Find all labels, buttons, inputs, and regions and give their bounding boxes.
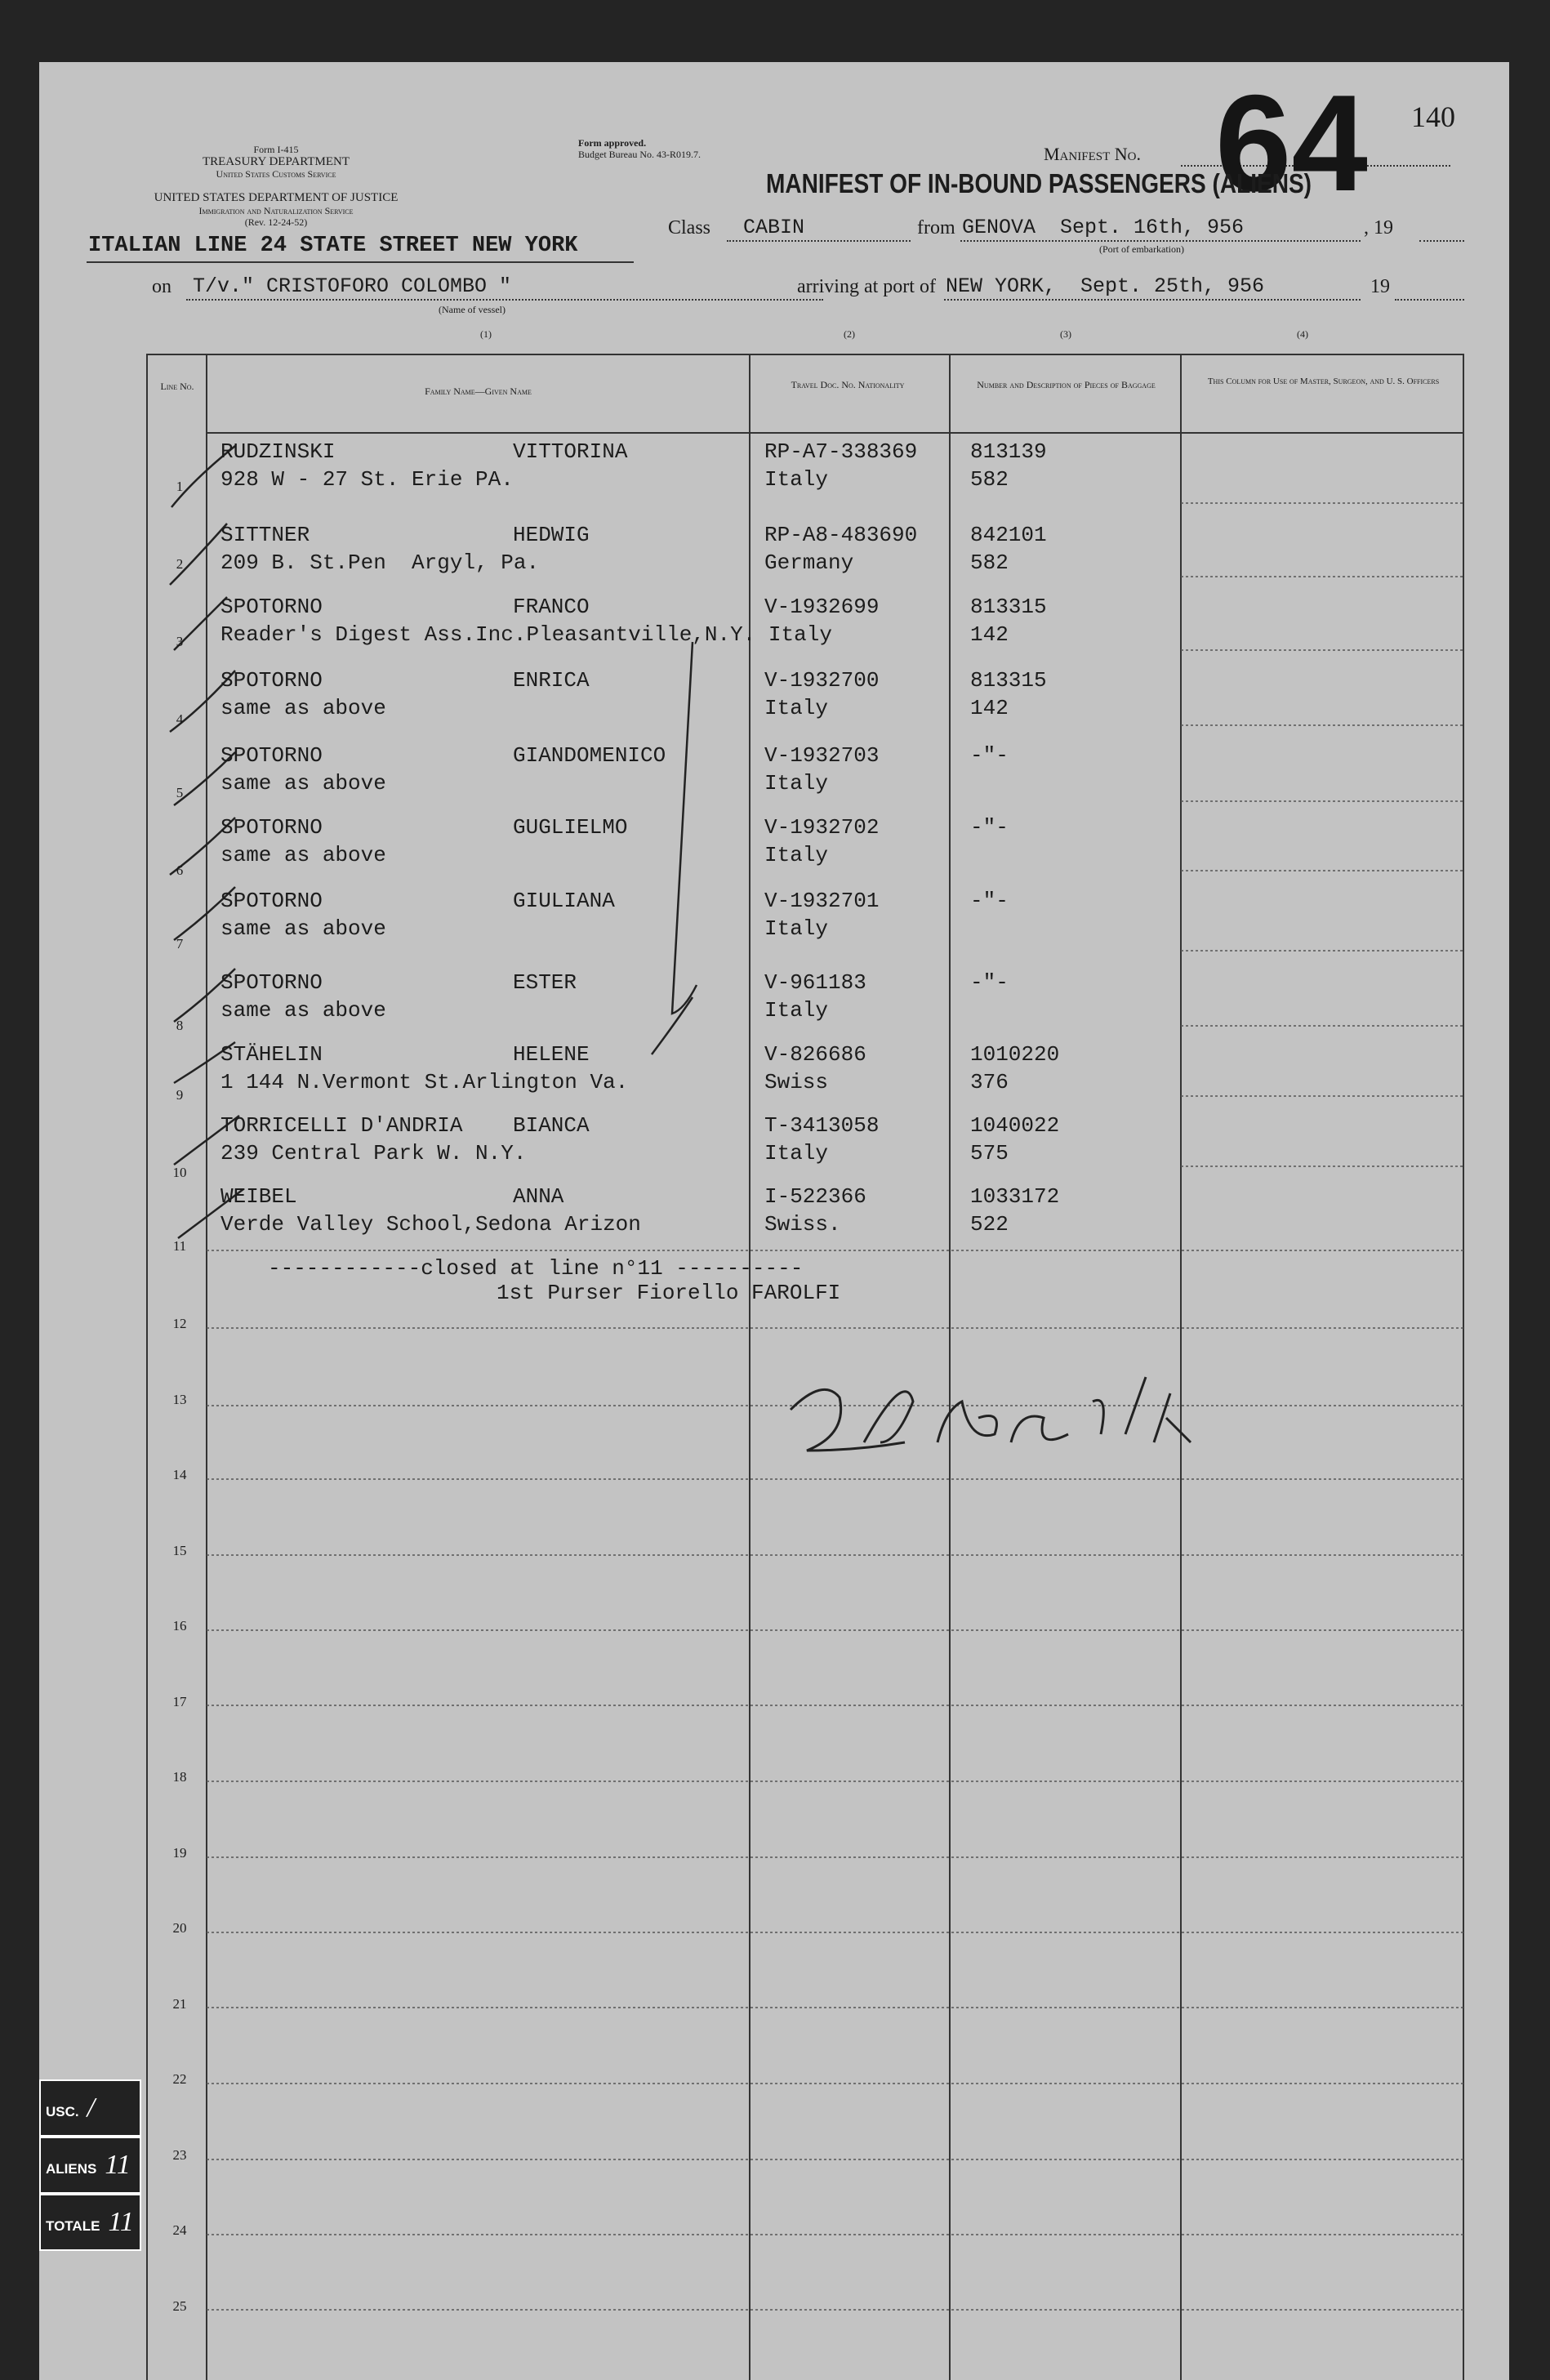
travel-doc-number: V-1932700 (764, 668, 880, 693)
manifest-number: 64 (1215, 66, 1368, 220)
form-number: Form I-415 (253, 144, 299, 155)
travel-doc-number: V-1932701 (764, 889, 880, 913)
empty-line-number: 23 (172, 2146, 187, 2163)
given-name: HEDWIG (513, 523, 590, 547)
col-head-line: Line No. (160, 381, 194, 392)
purser-name: 1st Purser Fiorello FAROLFI (497, 1281, 841, 1305)
embarkation-port: GENOVA Sept. 16th, 956 (962, 216, 1245, 239)
budget-bureau: Budget Bureau No. 43-R019.7. (578, 149, 701, 160)
aliens-value: 11 (105, 2150, 131, 2180)
address: same as above (220, 916, 386, 941)
line-number: 8 (176, 1018, 184, 1033)
manifest-label: Manifest No. (1044, 144, 1141, 164)
family-name: SPOTORNO (220, 595, 323, 619)
baggage-number: 813139 (970, 439, 1047, 464)
col-head-baggage: Number and Description of Pieces of Baggage (977, 379, 1156, 390)
baggage-pieces: 376 (970, 1070, 1009, 1094)
vessel-name: T/v." CRISTOFORO COLOMBO " (193, 274, 512, 298)
on-label: on (152, 276, 171, 297)
given-name: ANNA (513, 1184, 564, 1209)
given-name: ENRICA (513, 668, 590, 693)
col-head-officers: This Column for Use of Master, Surgeon, and U. S. Officers (1207, 377, 1440, 386)
line-number: 11 (172, 1238, 187, 1254)
baggage-number: -"- (970, 743, 1009, 768)
line-number: 5 (176, 785, 184, 800)
empty-line-number: 22 (172, 2071, 187, 2087)
baggage-number: -"- (970, 970, 1009, 995)
travel-doc-number: V-826686 (764, 1042, 866, 1067)
line-number: 6 (176, 862, 184, 878)
address: 209 B. St.Pen Argyl, Pa. (220, 550, 540, 575)
nationality: Swiss (764, 1070, 829, 1094)
totale-label: TOTALE (46, 2218, 100, 2234)
revision: (Rev. 12-24-52) (244, 216, 308, 228)
immigration-service: Immigration and Naturalization Service (198, 205, 354, 216)
line-number: 4 (176, 711, 184, 727)
given-name: VITTORINA (513, 439, 628, 464)
class-label: Class (668, 217, 711, 238)
family-name: SITTNER (220, 523, 310, 547)
italian-line-stamp: ITALIAN LINE 24 STATE STREET NEW YORK (88, 234, 578, 258)
usc-tally (39, 2079, 141, 2137)
baggage-number: 813315 (970, 595, 1047, 619)
arriving-label: arriving at port of (797, 276, 936, 297)
baggage-number: -"- (970, 815, 1009, 840)
col-head-name: Family Name—Given Name (425, 386, 532, 397)
aliens-label: ALIENS (46, 2161, 97, 2177)
usc-value: / (87, 2093, 96, 2123)
baggage-pieces: 522 (970, 1212, 1009, 1237)
address: same as above (220, 771, 386, 796)
family-name: TORRICELLI D'ANDRIA (220, 1113, 463, 1138)
travel-doc-number: V-1932703 (764, 743, 880, 768)
aliens-tally (39, 2137, 141, 2194)
line-number: 10 (172, 1165, 187, 1180)
travel-doc-number: V-1932699 (764, 595, 880, 619)
baggage-pieces: 575 (970, 1141, 1009, 1165)
family-name: RUDZINSKI (220, 439, 336, 464)
empty-line-number: 16 (172, 1618, 187, 1633)
travel-doc-number: I-522366 (764, 1184, 866, 1209)
line-number: 1 (176, 479, 184, 494)
nationality: Italy (764, 1141, 829, 1165)
family-name: SPOTORNO (220, 815, 323, 840)
nationality: Italy (764, 696, 829, 720)
closed-at-line: ------------closed at line n°11 ---------- (268, 1256, 804, 1281)
line-number: 7 (176, 936, 184, 952)
given-name: BIANCA (513, 1113, 590, 1138)
baggage-number: -"- (970, 889, 1009, 913)
form-approved: Form approved. (578, 137, 647, 149)
empty-line-number: 24 (172, 2222, 187, 2238)
nationality: Italy (764, 998, 829, 1023)
empty-line-number: 20 (172, 1920, 187, 1936)
given-name: HELENE (513, 1042, 590, 1067)
line-number: 2 (176, 556, 184, 572)
given-name: FRANCO (513, 595, 590, 619)
baggage-pieces: 142 (970, 622, 1009, 647)
address: Reader's Digest Ass.Inc.Pleasantville,N.Y. Italy (220, 622, 832, 647)
usc-label: USC. (46, 2104, 79, 2119)
totale-value: 11 (108, 2207, 134, 2237)
nationality: Italy (764, 771, 829, 796)
manifest-title: MANIFEST OF IN-BOUND PASSENGERS (ALIENS) (766, 168, 1312, 198)
travel-doc-number: T-3413058 (764, 1113, 880, 1138)
family-name: SPOTORNO (220, 668, 323, 693)
address: 1 144 N.Vermont St.Arlington Va. (220, 1070, 629, 1094)
port-caption: (Port of embarkation) (1099, 243, 1184, 255)
col-num-3: (3) (1060, 328, 1071, 340)
empty-line-number: 14 (172, 1467, 187, 1482)
nationality: Swiss. (764, 1212, 841, 1237)
travel-doc-number: V-1932702 (764, 815, 880, 840)
travel-doc-number: V-961183 (764, 970, 866, 995)
family-name: SPOTORNO (220, 743, 323, 768)
empty-line-number: 21 (172, 1995, 187, 2012)
empty-line-number: 12 (172, 1316, 187, 1331)
family-name: SPOTORNO (220, 970, 323, 995)
travel-doc-number: RP-A8-483690 (764, 523, 918, 547)
baggage-pieces: 142 (970, 696, 1009, 720)
line-number: 3 (176, 634, 184, 649)
given-name: GIANDOMENICO (513, 743, 666, 768)
arrival-year: 19 (1370, 276, 1390, 297)
family-name: STÄHELIN (220, 1042, 323, 1067)
totale-tally (39, 2194, 141, 2251)
nationality: Italy (764, 467, 829, 492)
address: same as above (220, 998, 386, 1023)
page-number: 140 (1411, 100, 1455, 133)
treasury-dept: TREASURY DEPARTMENT (202, 155, 350, 168)
family-name: SPOTORNO (220, 889, 323, 913)
manifest-sheet (39, 62, 1509, 2380)
customs-service: United States Customs Service (216, 168, 336, 180)
baggage-number: 842101 (970, 523, 1047, 547)
address: 239 Central Park W. N.Y. (220, 1141, 527, 1165)
empty-line-number: 18 (172, 1769, 187, 1785)
address: Verde Valley School,Sedona Arizon (220, 1212, 641, 1237)
address: same as above (220, 843, 386, 867)
travel-doc-number: RP-A7-338369 (764, 439, 918, 464)
baggage-pieces: 582 (970, 467, 1009, 492)
empty-line-number: 17 (172, 1693, 187, 1709)
address: 928 W - 27 St. Erie PA. (220, 467, 514, 492)
col-num-2: (2) (844, 328, 855, 340)
justice-dept: UNITED STATES DEPARTMENT OF JUSTICE (154, 191, 399, 204)
baggage-number: 1010220 (970, 1042, 1060, 1067)
given-name: ESTER (513, 970, 577, 995)
year-label: , 19 (1364, 217, 1393, 238)
class-value: CABIN (743, 216, 805, 239)
given-name: GUGLIELMO (513, 815, 628, 840)
given-name: GIULIANA (513, 889, 615, 913)
nationality: Italy (764, 916, 829, 941)
from-label: from (917, 217, 955, 238)
line-number: 9 (176, 1087, 184, 1103)
baggage-number: 1033172 (970, 1184, 1060, 1209)
empty-line-number: 19 (172, 1844, 187, 1861)
col-num-1: (1) (480, 328, 492, 340)
address: same as above (220, 696, 386, 720)
empty-line-number: 25 (172, 2298, 187, 2314)
empty-line-number: 13 (172, 1391, 187, 1407)
baggage-number: 813315 (970, 668, 1047, 693)
empty-line-number: 15 (172, 1542, 187, 1558)
arrival-port: NEW YORK, Sept. 25th, 956 (946, 274, 1265, 298)
col-head-travel: Travel Doc. No. Nationality (791, 379, 905, 390)
vessel-caption: (Name of vessel) (439, 304, 506, 315)
baggage-pieces: 582 (970, 550, 1009, 575)
baggage-number: 1040022 (970, 1113, 1060, 1138)
nationality: Germany (764, 550, 854, 575)
family-name: WEIBEL (220, 1184, 297, 1209)
nationality: Italy (764, 843, 829, 867)
col-num-4: (4) (1297, 328, 1308, 340)
